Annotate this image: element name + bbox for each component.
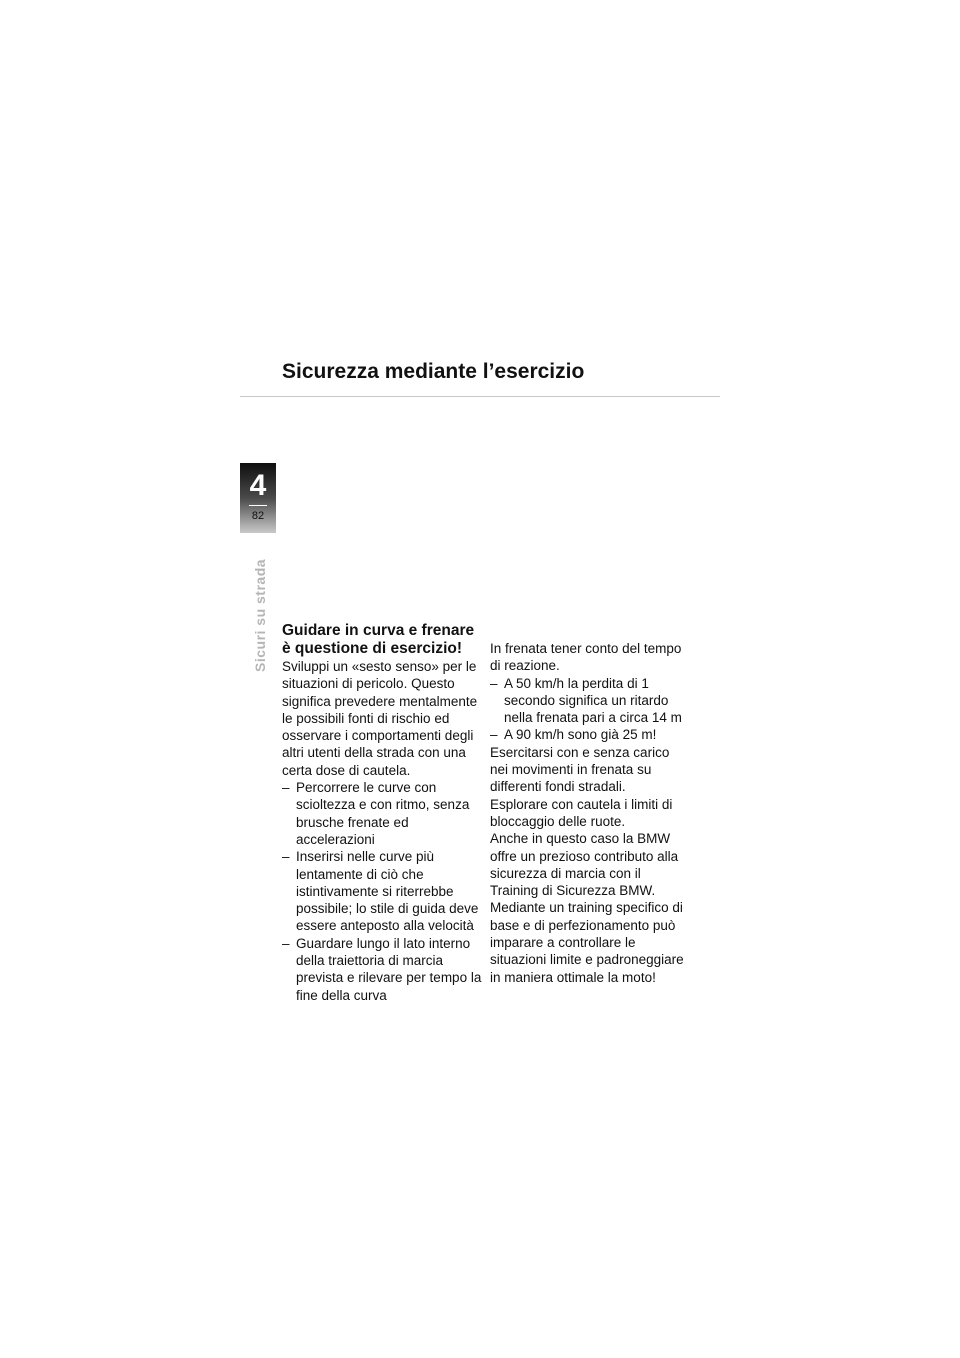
section-heading (282, 622, 482, 658)
side-section-label: Sicuri su strada (252, 558, 268, 672)
list-dash: – (490, 727, 498, 743)
list-item (282, 779, 482, 848)
body-paragraph: Esplorare con cautela i limiti di bloccaggio delle ruote. (490, 796, 673, 829)
list-item-text: A 50 km/h la perdita di 1 secondo significa un ritardo nella frenata pari a circa 14 m (504, 675, 682, 726)
section-heading-line-2: è questione di esercizio! (282, 640, 463, 657)
list-item (282, 935, 482, 1004)
body-paragraph: Esercitarsi con e senza carico nei movimenti in frenata su differenti fondi stradali. (490, 744, 670, 795)
chapter-number: 4 (249, 469, 267, 502)
cornering-tips-list (282, 779, 482, 1004)
list-item-text: A 90 km/h sono già 25 m! (504, 727, 657, 743)
page-number: 82 (251, 510, 265, 522)
list-item (282, 848, 482, 934)
list-dash: – (282, 935, 290, 951)
left-column (282, 622, 482, 1004)
header-divider (240, 396, 720, 397)
body-paragraph: Mediante un training specifico di base e di perfezionamento può imparare a controllare le situazioni limite e padroneggiare in maniera ottimale la moto! (490, 900, 684, 985)
chapter-tab (240, 463, 276, 533)
section-heading-line-1: Guidare in curva e frenare (282, 622, 475, 639)
braking-facts-list (490, 675, 690, 744)
page-title: Sicurezza mediante l’esercizio (282, 360, 585, 383)
list-item-text: Guardare lungo il lato interno della traiettoria di marcia prevista e rilevare per tempo la fine della curva (296, 935, 482, 1003)
list-item (490, 675, 690, 727)
list-dash: – (282, 849, 290, 865)
intro-paragraph: Sviluppi un «sesto senso» per le situazioni di pericolo. Questo significa prevedere mentalmente le possibili fonti di rischio ed osservare i comportamenti degli altri utenti della strada con una certa dose di cautela. (282, 659, 478, 778)
chapter-divider (249, 505, 267, 506)
right-column (490, 640, 690, 986)
list-item-text: Inserirsi nelle curve più lentamente di ciò che istintivamente si riterrebbe possibile; lo stile di guida deve essere anteposto alla velocità (296, 849, 479, 934)
list-dash: – (282, 780, 290, 796)
list-dash: – (490, 675, 498, 691)
list-item (490, 726, 690, 743)
braking-intro-paragraph: In frenata tener conto del tempo di reazione. (490, 641, 682, 674)
list-item-text: Percorrere le curve con scioltezza e con ritmo, senza brusche frenate ed accelerazioni (296, 780, 470, 847)
body-paragraph: Anche in questo caso la BMW offre un prezioso contributo alla sicurezza di marcia con il Training di Sicurezza BMW. (490, 831, 679, 899)
